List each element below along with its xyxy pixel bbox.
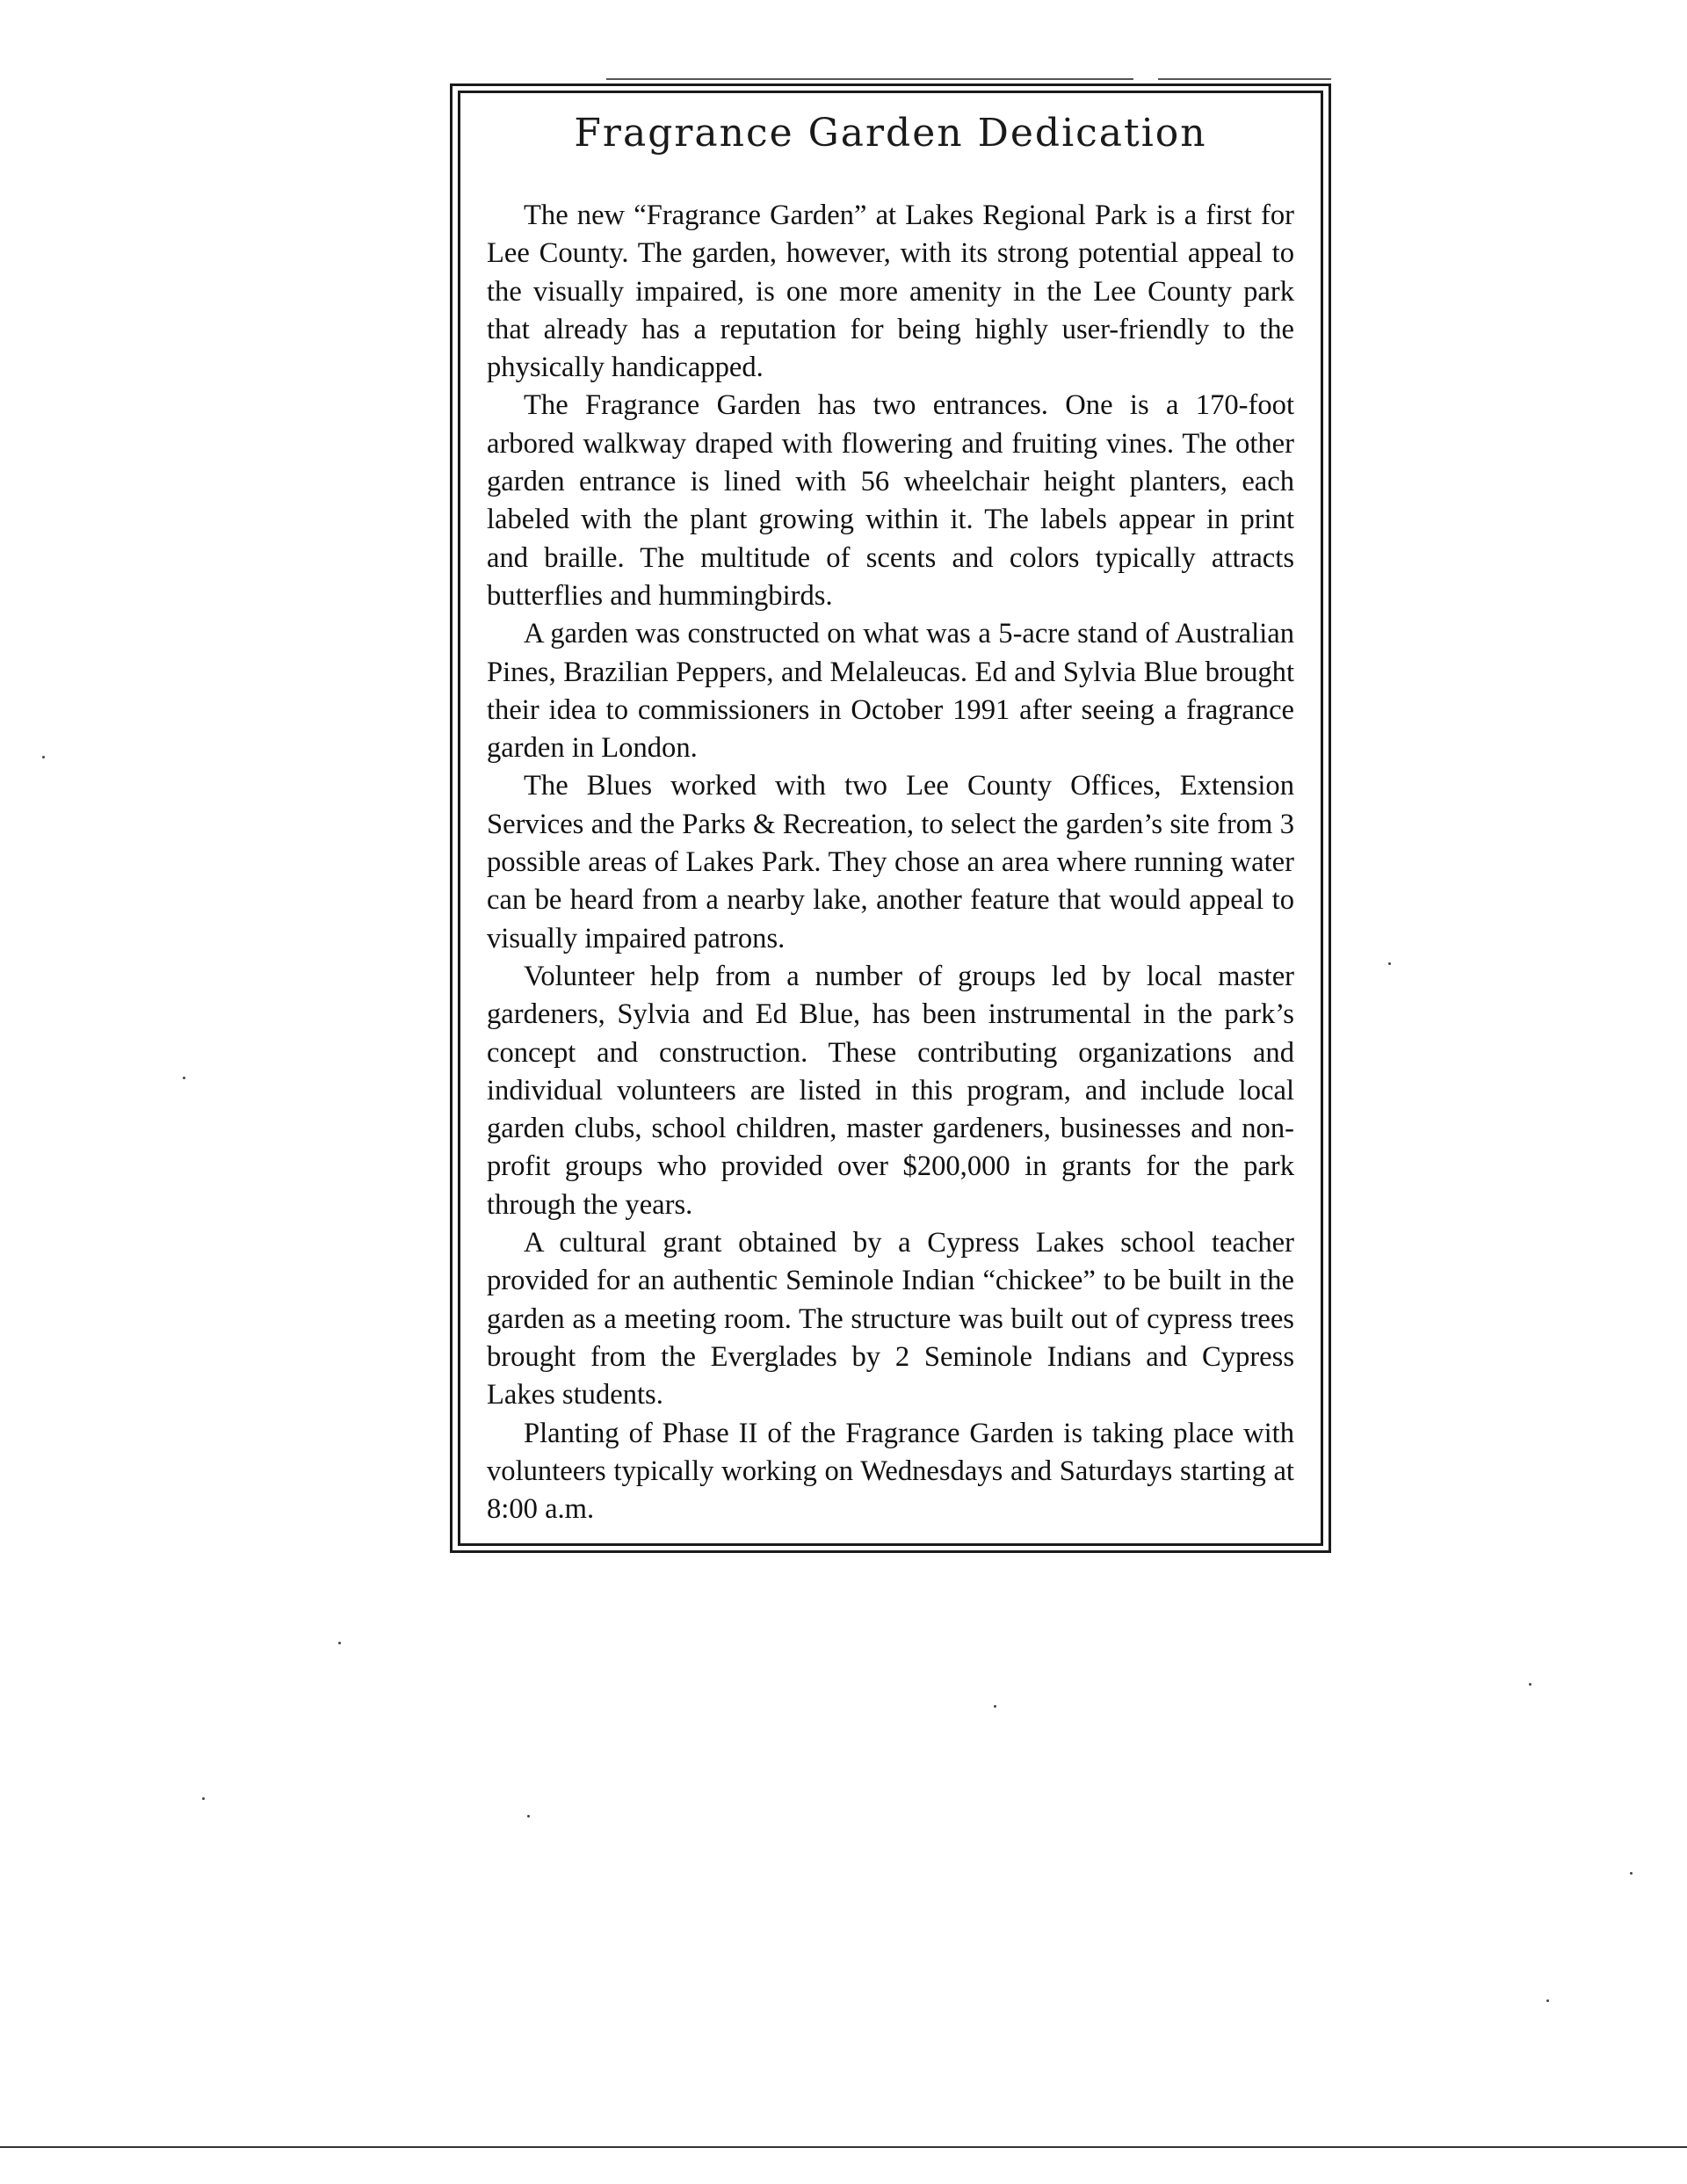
scan-speck	[1546, 1999, 1549, 2002]
paragraph-1: The new “Fragrance Garden” at Lakes Regional Park is a first for Lee County. The garden, however, with its strong potential appeal to the visually impaired, is one more amenity in the Lee County park that already has a reputation for being highly user-friendly to the physically handicapped.	[487, 200, 1294, 384]
paragraph-3: A garden was constructed on what was a 5-acre stand of Australian Pines, Brazilian Peppers, and Melaleucas. Ed and Sylvia Blue brought their idea to commissioners in October 1991 after seeing a fragrance garden in London.	[487, 618, 1294, 765]
article-box	[458, 91, 1323, 1546]
top-rule-right	[1158, 78, 1331, 80]
paragraph-4: The Blues worked with two Lee County Offices, Extension Services and the Parks & Recreation, to select the garden’s site from 3 possible areas of Lakes Park. They chose an area where running water can be heard from a nearby lake, another feature that would appeal to visually impaired patrons.	[487, 770, 1294, 954]
top-rule-left	[606, 78, 1133, 80]
paragraph-5: Volunteer help from a number of groups led by local master gardeners, Sylvia and Ed Blue, has been instrumental in the park’s concept and construction. These contributing organizations and individual volunteers are listed in this program, and include local garden clubs, school children, master gardeners, businesses and non-profit groups who provided over $200,000 in grants for the park through the years.	[487, 960, 1294, 1221]
paragraph-7: Planting of Phase II of the Fragrance Garden is taking place with volunteers typically working on Wednesdays and Saturdays starting at 8:00 a.m.	[487, 1417, 1294, 1526]
page-bottom-rule	[0, 2146, 1687, 2148]
paragraph-2: The Fragrance Garden has two entrances. One is a 170-foot arbored walkway draped with flowering and fruiting vines. The other garden entrance is lined with 56 wheelchair height planters, each labeled with the plant growing within it. The labels appear in print and braille. The multitude of scents and colors typically attracts butterflies and hummingbirds.	[487, 389, 1294, 612]
article-title: Fragrance Garden Dedication	[574, 111, 1207, 156]
scan-speck	[338, 1642, 341, 1644]
scan-speck	[1630, 1872, 1633, 1875]
scan-speck	[994, 1705, 996, 1708]
scan-speck	[183, 1077, 185, 1079]
article-body	[487, 197, 1294, 1528]
scan-speck	[202, 1797, 205, 1800]
scan-speck	[1529, 1683, 1531, 1686]
scan-speck	[1388, 962, 1391, 965]
scan-speck	[527, 1815, 530, 1818]
paragraph-6: A cultural grant obtained by a Cypress Lakes school teacher provided for an authentic Seminole Indian “chickee” to be built in the garden as a meeting room. The structure was built out of cypress trees brought from the Everglades by 2 Seminole Indians and Cypress Lakes students.	[487, 1227, 1294, 1411]
scan-speck	[42, 756, 45, 758]
